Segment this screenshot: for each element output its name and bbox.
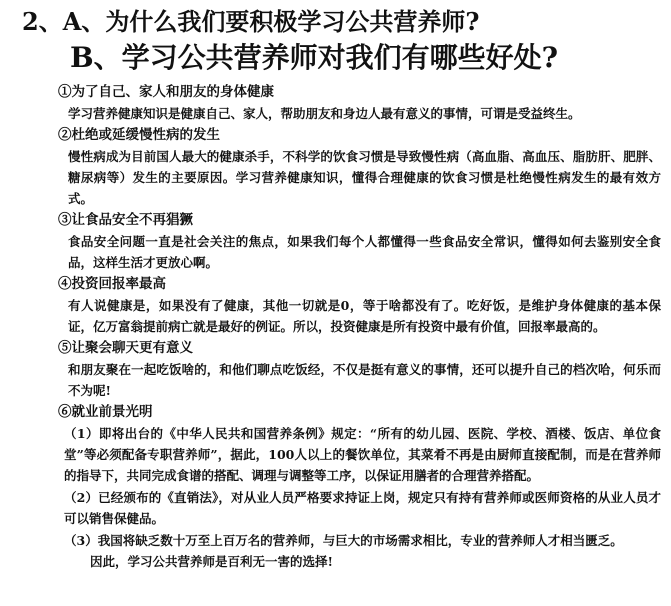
item-number: （2） (64, 490, 99, 505)
section-title: ①为了自己、家人和朋友的身体健康 (58, 84, 274, 100)
employment-item (64, 530, 661, 572)
section-food-safety (58, 210, 661, 273)
heading-question-b: B、学习公共营养师对我们有哪些好处? (70, 41, 559, 74)
section-body: 有人说健康是，如果没有了健康，其他一切就是0，等于啥都没有了。吃好饭，是维护身体健康的基本保证，亿万富翁提前病亡就是最好的例证。所以，投资健康是所有投资中最有价值，回报率最高的。 (68, 298, 661, 334)
item-number: （1） (64, 426, 99, 441)
section-employment (58, 402, 661, 572)
item-text: 已经颁布的《直销法》，对从业人员严格要求持证上岗，规定只有持有营养师或医师资格的从业人员才可以销售保健品。 (64, 490, 661, 526)
section-body: 和朋友聚在一起吃饭啥的，和他们聊点吃饭经，不仅是挺有意义的事情，还可以提升自己的档次哈，何乐而不为呢! (68, 362, 661, 398)
employment-item (64, 423, 661, 486)
section-investment-return (58, 274, 661, 337)
section-title: ②杜绝或延缓慢性病的发生 (58, 127, 220, 143)
conclusion-text: 因此，学习公共营养师是百利无一害的选择! (90, 554, 333, 569)
heading-question-a: 2、A、为什么我们要积极学习公共营养师? (22, 7, 480, 36)
section-title: ⑤让聚会聊天更有意义 (58, 340, 193, 356)
item-number: （3） (64, 533, 98, 548)
section-chronic-disease (58, 125, 661, 209)
section-body: 学习营养健康知识是健康自己、家人，帮助朋友和身边人最有意义的事情，可谓是受益终生。 (68, 106, 581, 121)
employment-item (64, 487, 661, 529)
item-text: 即将出台的《中华人民共和国营养条例》规定：“所有的幼儿园、医院、学校、酒楼、饭店、单位食堂”等必须配备专职营养师”，据此，100人以上的餐饮单位，其菜肴不再是由厨师直接配制，而是在营养师的指导下，共同完成食谱的搭配、调理与调整等工序，以保证用膳者的合理营养搭配。 (64, 426, 661, 483)
section-title: ⑥就业前景光明 (58, 404, 153, 420)
section-title: ④投资回报率最高 (58, 276, 166, 292)
section-gatherings (58, 338, 661, 401)
section-title: ③让食品安全不再猖獗 (58, 212, 193, 228)
section-health (58, 82, 661, 124)
section-body: 慢性病成为目前国人最大的健康杀手，不科学的饮食习惯是导致慢性病（高血脂、高血压、脂肪肝、肥胖、糖尿病等）发生的主要原因。学习营养健康知识，懂得合理健康的饮食习惯是杜绝慢性病发生的最有效方式。 (68, 149, 661, 206)
item-text: 我国将缺乏数十万至上百万名的营养师，与巨大的市场需求相比，专业的营养师人才相当匮乏。 (97, 533, 623, 548)
section-body: 食品安全问题一直是社会关注的焦点，如果我们每个人都懂得一些食品安全常识，懂得如何去鉴别安全食品，这样生活才更放心啊。 (68, 234, 661, 270)
